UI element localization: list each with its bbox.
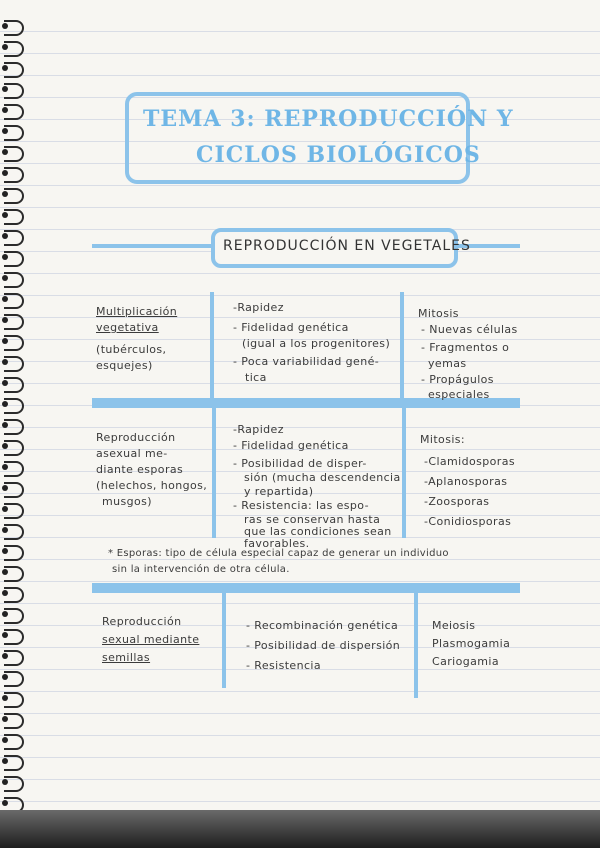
footnote-line-1: * Esporas: tipo de célula especial capaz de generar un individuo	[108, 548, 449, 559]
row2-examples-line-1: (helechos, hongos,	[96, 479, 208, 492]
row2-feature-4: sión (mucha descendencia	[244, 471, 401, 484]
row2-feature-1: -Rapidez	[233, 423, 284, 436]
binding-ring	[4, 587, 24, 603]
binding-ring	[4, 608, 24, 624]
row1-division-1: Mitosis	[418, 307, 459, 320]
footnote-line-2: sin la intervención de otra célula.	[112, 564, 290, 575]
row3-division-1: Meiosis	[432, 619, 476, 632]
row2-feature-7: ras se conservan hasta	[244, 513, 381, 526]
row1-division-2: - Nuevas células	[421, 323, 518, 336]
binding-ring	[4, 188, 24, 204]
row3-feature-3: - Resistencia	[246, 659, 321, 672]
row2-feature-2: - Fidelidad genética	[233, 439, 349, 452]
binding-ring	[4, 356, 24, 372]
title-line-1: TEMA 3: REPRODUCCIÓN Y	[143, 106, 514, 132]
row3-type-line-3: semillas	[102, 651, 151, 664]
binding-ring	[4, 734, 24, 750]
binding-ring	[4, 692, 24, 708]
row3-type-line-1: Reproducción	[102, 615, 182, 628]
row2-type-line-1: Reproducción	[96, 431, 176, 444]
binding-ring	[4, 83, 24, 99]
row2-division-2: -Clamidosporas	[424, 455, 515, 468]
row2-feature-5: y repartida)	[244, 485, 314, 498]
binding-ring	[4, 650, 24, 666]
row2-feature-9: favorables.	[244, 537, 310, 550]
row3-feature-2: - Posibilidad de dispersión	[246, 639, 401, 652]
binding-ring	[4, 125, 24, 141]
binding-ring	[4, 524, 24, 540]
row1-division-3: - Fragmentos o	[421, 341, 510, 354]
row1-feature-2: - Fidelidad genética	[233, 321, 349, 334]
row1-division-4: yemas	[428, 357, 467, 370]
row-separator-2	[92, 583, 520, 593]
row2-division-3: -Aplanosporas	[424, 475, 508, 488]
binding-ring	[4, 776, 24, 792]
binding-ring	[4, 461, 24, 477]
row3-type-line-2: sexual mediante	[102, 633, 200, 646]
binding-ring	[4, 440, 24, 456]
row2-type-line-2: asexual me-	[96, 447, 168, 460]
row1-feature-4: - Poca variabilidad gené-	[233, 355, 380, 368]
row2-examples-line-2: musgos)	[102, 495, 152, 508]
binding-ring	[4, 167, 24, 183]
binding-ring	[4, 293, 24, 309]
binding-ring	[4, 230, 24, 246]
binding-ring	[4, 797, 24, 810]
binding-ring	[4, 209, 24, 225]
subtitle-text: REPRODUCCIÓN EN VEGETALES	[223, 238, 471, 254]
row2-division-5: -Conidiosporas	[424, 515, 512, 528]
binding-ring	[4, 146, 24, 162]
binding-ring	[4, 398, 24, 414]
row2-type-line-3: diante esporas	[96, 463, 184, 476]
row1-feature-5: tica	[245, 371, 267, 384]
row3-division-3: Cariogamia	[432, 655, 499, 668]
scan-shadow	[0, 810, 600, 848]
col-separator-r2-a	[212, 408, 216, 538]
row1-examples-line-2: esquejes)	[96, 359, 153, 372]
binding-ring	[4, 545, 24, 561]
row1-feature-3: (igual a los progenitores)	[242, 337, 391, 350]
row1-division-5: - Propágulos	[421, 373, 494, 386]
row1-type-line-2: vegetativa	[96, 321, 159, 334]
col-separator-r1-a	[210, 292, 214, 398]
binding-ring	[4, 314, 24, 330]
binding-ring	[4, 377, 24, 393]
col-separator-r3-b	[414, 593, 418, 698]
row3-feature-1: - Recombinación genética	[246, 619, 399, 632]
row2-feature-3: - Posibilidad de disper-	[233, 457, 367, 470]
binding-ring	[4, 755, 24, 771]
binding-ring	[4, 629, 24, 645]
row2-division-4: -Zoosporas	[424, 495, 490, 508]
col-separator-r3-a	[222, 593, 226, 688]
binding-ring	[4, 419, 24, 435]
binding-ring	[4, 272, 24, 288]
title-line-2: CICLOS BIOLÓGICOS	[196, 142, 481, 168]
binding-ring	[4, 41, 24, 57]
binding-ring	[4, 566, 24, 582]
row2-division-1: Mitosis:	[420, 433, 466, 446]
row2-feature-8: que las condiciones sean	[244, 525, 392, 538]
binding-ring	[4, 503, 24, 519]
spiral-binding	[0, 20, 30, 810]
binding-ring	[4, 671, 24, 687]
binding-ring	[4, 20, 24, 36]
row2-feature-6: - Resistencia: las espo-	[233, 499, 370, 512]
binding-ring	[4, 251, 24, 267]
row1-examples-line-1: (tubérculos,	[96, 343, 167, 356]
binding-ring	[4, 104, 24, 120]
col-separator-r2-b	[402, 408, 406, 538]
binding-ring	[4, 713, 24, 729]
binding-ring	[4, 62, 24, 78]
row1-feature-1: -Rapidez	[233, 301, 284, 314]
row1-division-6: especiales	[428, 388, 490, 401]
row1-type-line-1: Multiplicación	[96, 305, 178, 318]
col-separator-r1-b	[400, 292, 404, 398]
binding-ring	[4, 335, 24, 351]
row3-division-2: Plasmogamia	[432, 637, 511, 650]
binding-ring	[4, 482, 24, 498]
